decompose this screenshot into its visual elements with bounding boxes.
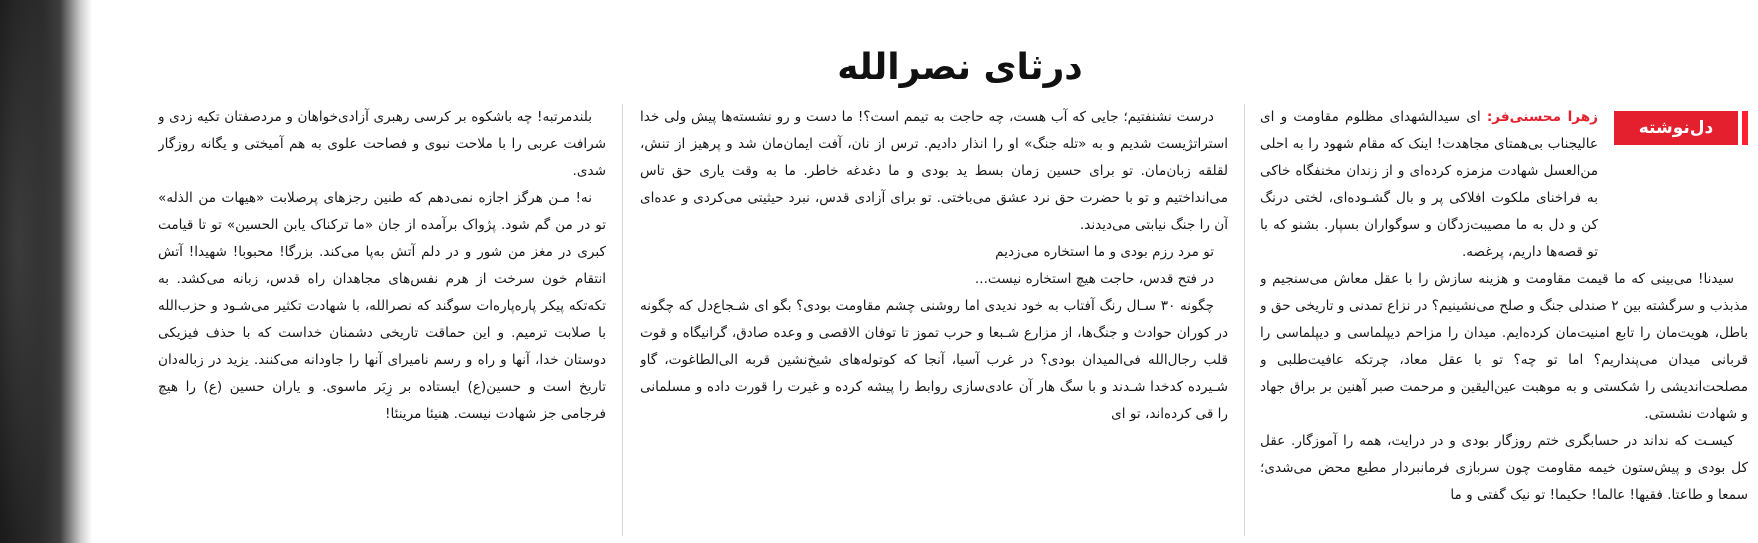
paragraph: در فتح قدس، حاجت هیچ استخاره نیست...: [974, 271, 1214, 287]
paragraph: ای سیدالشهدای مظلوم مقاومت و ای عالیجناب بی‌همتای مجاهدت! اینک که مقام شهود را به احلی من‌العسل شهادت مزمزه کرده‌ای و از زندان مخنفگاه خاکی به فراخنای ملکوت افلاکی پر و بال گشـوده‌ای، لختی درنگ کن و دل به ما مصیبت‌زدگان و سوگواران بسپار. بشنو که با تو قصه‌ها داریم، پرغصه.: [1260, 109, 1598, 260]
column-label: دل‌نوشته: [1614, 111, 1738, 145]
paragraph: چگونه ۳۰ سـال رنگ آفتاب به خود ندیدی اما روشنی چشم مقاومت بودی؟ بگو ای شـجاع‌دل که چگونه در کوران حوادث و جنگ‌ها، از مزارع شـبعا و حرب تموز تا توفان الاقصی و وعده صادق، گرانیگاه و قوت قلب رجال‌الله فی‌المیدان بودی؟ در غرب آسیا، آنجا که کوتوله‌های شیخ‌نشین قربه الی‌الطاغوت، گاو شـیرده کدخدا شـدند و با سگ هار آن عادی‌سازی روابط را پیشه کرده و غیرت را قورت داده و مسلمانی را قی کرده‌اند، تو ای: [640, 298, 1228, 422]
text-column-1: [1260, 104, 1748, 536]
paragraph: درست نشنفتیم؛ جایی که آب هست، چه حاجت به تیمم است؟! ما دست و رو نشسته‌ها پیش ولی خدا استراتژیست شدیم و به «تله جنگ» او را انذار دادیم. ترس از نان، آفت ایمان‌مان شد و پرهیز از تنش، لقلقه زبان‌مان. تو برای حسین زمان بسط ید بودی و ما دغدغه خاطر. ما به وقت یاری حق تاس می‌انداختیم و تو با حضرت حق نرد عشق می‌باختی. تو برای آزادی قدس، نبرد حیثیتی می‌کردی و عده‌ای آن را جنگ نیابتی می‌دیدند.: [640, 109, 1228, 233]
column-divider: [1244, 104, 1245, 536]
paragraph: تو مرد رزم بودی و ما استخاره می‌زدیم: [995, 244, 1214, 260]
text-column-2: [640, 104, 1228, 536]
author-name: زهرا محسنی‌فر:: [1486, 109, 1598, 125]
column-divider: [622, 104, 623, 536]
paragraph: نه! مـن هرگز اجازه نمی‌دهم که طنین رجزهای پرصلابت «هیهات من الذله» تو در من گم شود. پژواک برآمده از جان «ما ترکناک یابن الحسین» تو تا قیامت کبری در مغز من شور و در دلم آتش به‌پا می‌کند. بزرگا! محبوبا! شهیدا! آتش انتقام خون سرخت از هرم نفس‌های مجاهدان راه قدس، زبانه می‌کشد. به تکه‌تکه پیکر پاره‌پاره‌ات سوگند که نصرالله، با شهادت تکثیر می‌شـود و حزب‌الله با صلابت ترمیم. و این حماقت تاریخی دشمنان خداست که با حذف فیزیکی دوستان خدا، آنها و راه و رسم نامیرای آنها را جاودانه می‌کنند. یزید در زباله‌دان تاریخ است و حسین(ع) ایستاده بر زِبَر ماسوی. و یاران حسین (ع) را هیچ فرجامی جز شهادت نیست. هنیئا مرینئا!: [158, 190, 606, 422]
paragraph: بلندمرتبه! چه باشکوه بر کرسی رهبری آزادی‌خواهان و مردصفتان تکیه زدی و شرافت عربی را با ملاحت نبوی و فصاحت علوی به هم آمیختی و یگانه روزگار شدی.: [158, 109, 606, 179]
text-column-3: [158, 104, 606, 536]
article-title: درثای نصرالله: [837, 47, 1083, 88]
lead-paragraph: [1260, 104, 1598, 266]
paragraph: کیسـت که نداند در حسابگری ختم روزگار بودی و در درایت، همه را آموزگار. عقل کل بودی و پیش‌ستون خیمه مقاومت چون سربازی فرمانبردار مطیع محض می‌شدی؛ سمعا و طاعتا. فقیها! عالما! حکیما! تو نیک گفتی و ما: [1260, 433, 1748, 503]
paragraph: سیدنا! می‌بینی که ما قیمت مقاومت و هزینه سازش را با عقل معاش می‌سنجیم و مذبذب و سرگشته بین ۲ صندلی جنگ و صلح می‌نشینیم؟ در نزاع تمدنی و تاریخی حق و باطل، هویت‌مان را تابع امنیت‌مان کرده‌ایم. میدان را مزاحم دیپلماسی و دیپلماسی را قربانی میدان می‌پنداریم؟ اما تو چه؟ تو با عقل معاد، چرتکه عافیت‌طلبی و مصلحت‌اندیشی را شکستی و به موهبت عین‌الیقین و مرحمت صبر آهنین بر براق جهاد و شهادت نشستی.: [1260, 271, 1748, 422]
photo-shadow: [0, 0, 60, 543]
